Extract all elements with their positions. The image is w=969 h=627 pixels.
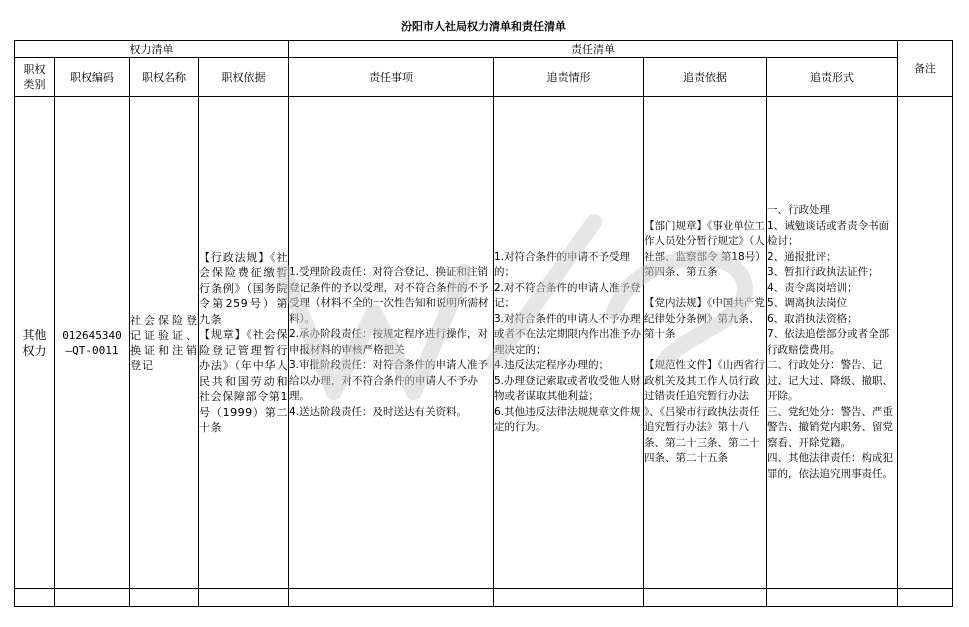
header-name: 职权名称	[130, 58, 199, 97]
empty-cell	[15, 589, 55, 607]
cell-name: 社会保险登记证验证、换证和注销登记	[130, 97, 199, 589]
table-row	[15, 97, 953, 589]
header-accountability: 追责情形	[494, 58, 644, 97]
empty-cell	[289, 589, 494, 607]
cell-basis: 【行政法规】《社会保险费征缴暂行条例》（国务院令第259号）第九条 【规章】《社会保险登记管理暂行办法》（年中华人民共和国劳动和社会保障部令第1号（1999）第二十条	[199, 97, 289, 589]
header-accountability-basis: 追责依据	[644, 58, 767, 97]
cell-remarks	[898, 97, 953, 589]
power-responsibility-table	[14, 12, 953, 607]
empty-cell	[767, 589, 898, 607]
power-list-group-header: 权力清单	[15, 41, 289, 58]
empty-cell	[55, 589, 130, 607]
empty-cell	[898, 589, 953, 607]
cell-accountability-form: 一、行政处理 1、诫勉谈话或者责令书面检讨； 2、通报批评； 3、暂扣行政执法证件； 4、责令离岗培训； 5、调离执法岗位 6、取消执法资格； 7、依法追偿部分或者全部行政赔偿费用。 二、行政处分：警告、记过、记大过、降级、撤职、开除。 三、党纪处分：警告、严重警告、撤销党内职务、留党察看、开除党籍。 四、其他法律责任：构成犯罪的，依法追究刑事责任。	[767, 97, 898, 589]
header-remarks: 备注	[898, 41, 953, 97]
page-title: 汾阳市人社局权力清单和责任清单	[15, 12, 953, 41]
empty-cell	[199, 589, 289, 607]
header-code: 职权编码	[55, 58, 130, 97]
header-duty: 责任事项	[289, 58, 494, 97]
empty-cell	[130, 589, 199, 607]
header-category: 职权 类别	[15, 58, 55, 97]
header-basis: 职权依据	[199, 58, 289, 97]
cell-code: 012645340 —QT-0011	[55, 97, 130, 589]
header-accountability-form: 追责形式	[767, 58, 898, 97]
responsibility-list-group-header: 责任清单	[289, 41, 898, 58]
cell-accountability: 1.对符合条件的申请不予受理的； 2.对不符合条件的申请人准予登记； 3.对符合条件的申请人不予办理或者不在法定期限内作出准予办理决定的； 4.违反法定程序办理的； 5.办理登记索取或者收受他人财物或者谋取其他利益； 6.其他违反法律法规规章文件规定的行为。	[494, 97, 644, 589]
cell-accountability-basis: 【部门规章】《事业单位工作人员处分暂行规定》（人社部、监察部令 第18号）第四条、第五条 【党内法规】《中国共产党纪律处分条例》第九条、第十条 【规范性文件】《山西省行政机关及其工作人员行政过错责任追究暂行办法 》、《吕梁市行政执法责任追究暂行办法》第十八条、第二十三条、第二十四条、第二十五条	[644, 97, 767, 589]
table-row-empty	[15, 589, 953, 607]
document-page	[14, 12, 952, 610]
cell-duty: 1.受理阶段责任：对符合登记、换证和注销登记条件的予以受理，对不符合条件的不予受理（材料不全的一次性告知和说明所需材料）。 2.承办阶段责任：按规定程序进行操作，对申报材料的审核严格把关 3.审批阶段责任：对符合条件的申请人准予给以办理，对不符合条件的申请人不予办理。 4.送达阶段责任：及时送达有关资料。	[289, 97, 494, 589]
cell-category: 其他 权力	[15, 97, 55, 589]
empty-cell	[494, 589, 644, 607]
empty-cell	[644, 589, 767, 607]
